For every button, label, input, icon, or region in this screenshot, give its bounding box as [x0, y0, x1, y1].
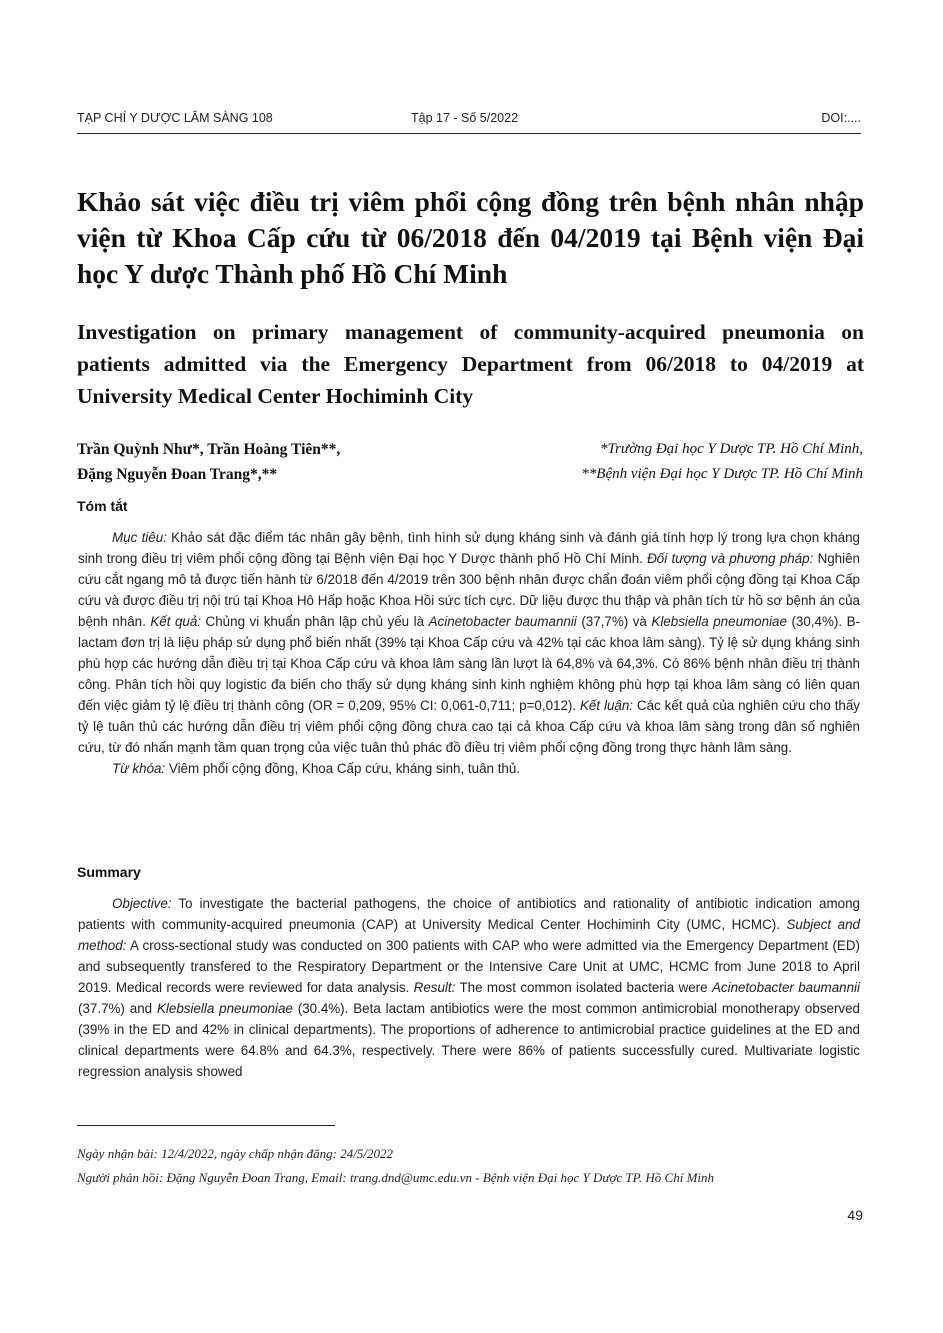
author-line: Đặng Nguyễn Đoan Trang*,**	[77, 466, 278, 483]
footnotes	[77, 1142, 863, 1190]
keywords: Từ khóa: Viêm phổi cộng đồng, Khoa Cấp cứu, kháng sinh, tuân thủ.	[112, 761, 521, 776]
bacteria-name: Klebsiella pneumoniae	[156, 1001, 293, 1016]
affiliation-line: **Bệnh viện Đại học Y Dược TP. Hồ Chí Minh	[581, 466, 863, 482]
result-label: Kết quả:	[150, 614, 202, 629]
abstract-en-paragraph: Objective: To investigate the bacterial pathogens, the choice of antibiotics and rationality of antibiotic indication among patients with community-acquired pneumonia (CAP) at University Medical Center Hochiminh City (UMC, HCMC). Subject and method: A cross-sectional study was conducted on 300 patients with CAP who were admitted via the Emergency Department (ED) and subsequently transfered to the Respiratory Department or the Intensive Care Unit at UMC, HCMC from June 2018 to April 2019. Medical records were reviewed for data analysis. Result: The most common isolated bacteria were Acinetobacter baumannii (37.7%) and Klebsiella pneumoniae (30.4%). Beta lactam antibiotics were the most common antimicrobial monotherapy observed (39% in the ED and 42% in clinical departments). The proportions of adherence to antimicrobial practice guidelines at the ED and clinical departments were 64.8% and 64.3%, respectively. There were 86% of patients successfully cured. Multivariate logistic regression analysis showed	[78, 896, 861, 1079]
abstract-vi-paragraph: Mục tiêu: Khảo sát đặc điểm tác nhân gây bệnh, tình hình sử dụng kháng sinh và đánh giá tính hợp lý trong lựa chọn kháng sinh trong điều trị viêm phổi cộng đồng tại Bệnh viện Đại học Y Dược thành phố Hồ Chí Minh. Đối tượng và phương pháp: Nghiên cứu cắt ngang mô tả được tiến hành từ 6/2018 đến 4/2019 trên 300 bệnh nhân được chẩn đoán viêm phổi cộng đồng tại Khoa Cấp cứu và được điều trị nội trú tại Khoa Hô Hấp hoặc Khoa Hồi sức tích cực. Dữ liệu được thu thập và phân tích từ hồ sơ bệnh án của bệnh nhân. Kết quả: Chủng vi khuẩn phân lập chủ yếu là Acinetobacter baumannii (37,7%) và Klebsiella pneumoniae (30,4%). B-lactam đơn trị là liệu pháp sử dụng phổ biến nhất (39% tại Khoa Cấp cứu và 42% tại các khoa lâm sàng). Tỷ lệ sử dụng kháng sinh phù hợp các hướng dẫn điều trị tại Khoa Cấp cứu và khoa lâm sàng lần lượt là 64,8% và 64,3%. Có 86% bệnh nhân điều trị thành công. Phân tích hồi quy logistic đa biến cho thấy sử dụng kháng sinh kinh nghiệm không phù hợp tại khoa lâm sàng có liên quan đến việc giảm tỷ lệ điều trị thành công (OR = 0,209, 95% CI: 0,061-0,711; p=0,012). Kết luận: Các kết quả của nghiên cứu cho thấy tỷ lệ tuân thủ các hướng dẫn điều trị viêm phổi cộng đồng chưa cao tại cả khoa Cấp cứu và khoa lâm sàng trong dân số nghiên cứu, từ đó nhấn mạnh tầm quan trọng của việc tuân thủ phác đồ điều trị viêm phổi cộng đồng trong thực hành lâm sàng.	[78, 530, 860, 755]
method-label: Đối tượng và phương pháp:	[647, 551, 814, 566]
page-number: 49	[847, 1207, 863, 1223]
author-list	[77, 437, 457, 487]
bacteria-name: Klebsiella pneumoniae	[651, 614, 787, 629]
correspondence: Người phản hồi: Đặng Nguyễn Đoan Trang, Email: trang.dnd@umc.edu.vn - Bệnh viện Đại học Y Dược TP. Hồ Chí Minh	[77, 1170, 715, 1185]
author-line: Trần Quỳnh Như*, Trần Hoàng Tiên**,	[77, 441, 341, 458]
abstract-vietnamese	[78, 527, 860, 779]
title-english: Investigation on primary management of community-acquired pneumonia on patients admitted via the Emergency Department from 06/2018 to 04/2019 at University Medical Center Hochiminh City	[77, 320, 864, 408]
issue-info: Tập 17 - Số 5/2022	[411, 111, 519, 125]
running-header	[77, 111, 861, 131]
affiliation-list	[483, 437, 863, 487]
footnote-divider	[77, 1125, 335, 1126]
method-label: Subject and method:	[78, 917, 860, 953]
abstract-en-heading: Summary	[77, 864, 141, 880]
received-date: Ngày nhận bài: 12/4/2022, ngày chấp nhận đăng: 24/5/2022	[77, 1146, 393, 1161]
objective-label: Mục tiêu:	[112, 530, 167, 545]
conclusion-label: Kết luận:	[580, 698, 634, 713]
abstract-english	[78, 893, 860, 1082]
header-divider	[77, 133, 861, 134]
abstract-vi-heading: Tóm tắt	[77, 498, 128, 514]
objective-label: Objective:	[112, 896, 172, 911]
title-vietnamese: Khảo sát việc điều trị viêm phổi cộng đồng trên bệnh nhân nhập viện từ Khoa Cấp cứu từ 06/2018 đến 04/2019 tại Bệnh viện Đại học Y dược Thành phố Hồ Chí Minh	[77, 186, 864, 289]
bacteria-name: Acinetobacter baumannii	[428, 614, 577, 629]
keywords-label: Từ khóa:	[112, 761, 166, 776]
affiliation-line: *Trường Đại học Y Dược TP. Hồ Chí Minh,	[600, 441, 863, 457]
journal-name: TẠP CHÍ Y DƯỢC LÂM SÀNG 108	[77, 111, 273, 125]
doi: DOI:....	[821, 111, 861, 125]
result-label: Result:	[413, 980, 456, 995]
bacteria-name: Acinetobacter baumannii	[711, 980, 861, 995]
